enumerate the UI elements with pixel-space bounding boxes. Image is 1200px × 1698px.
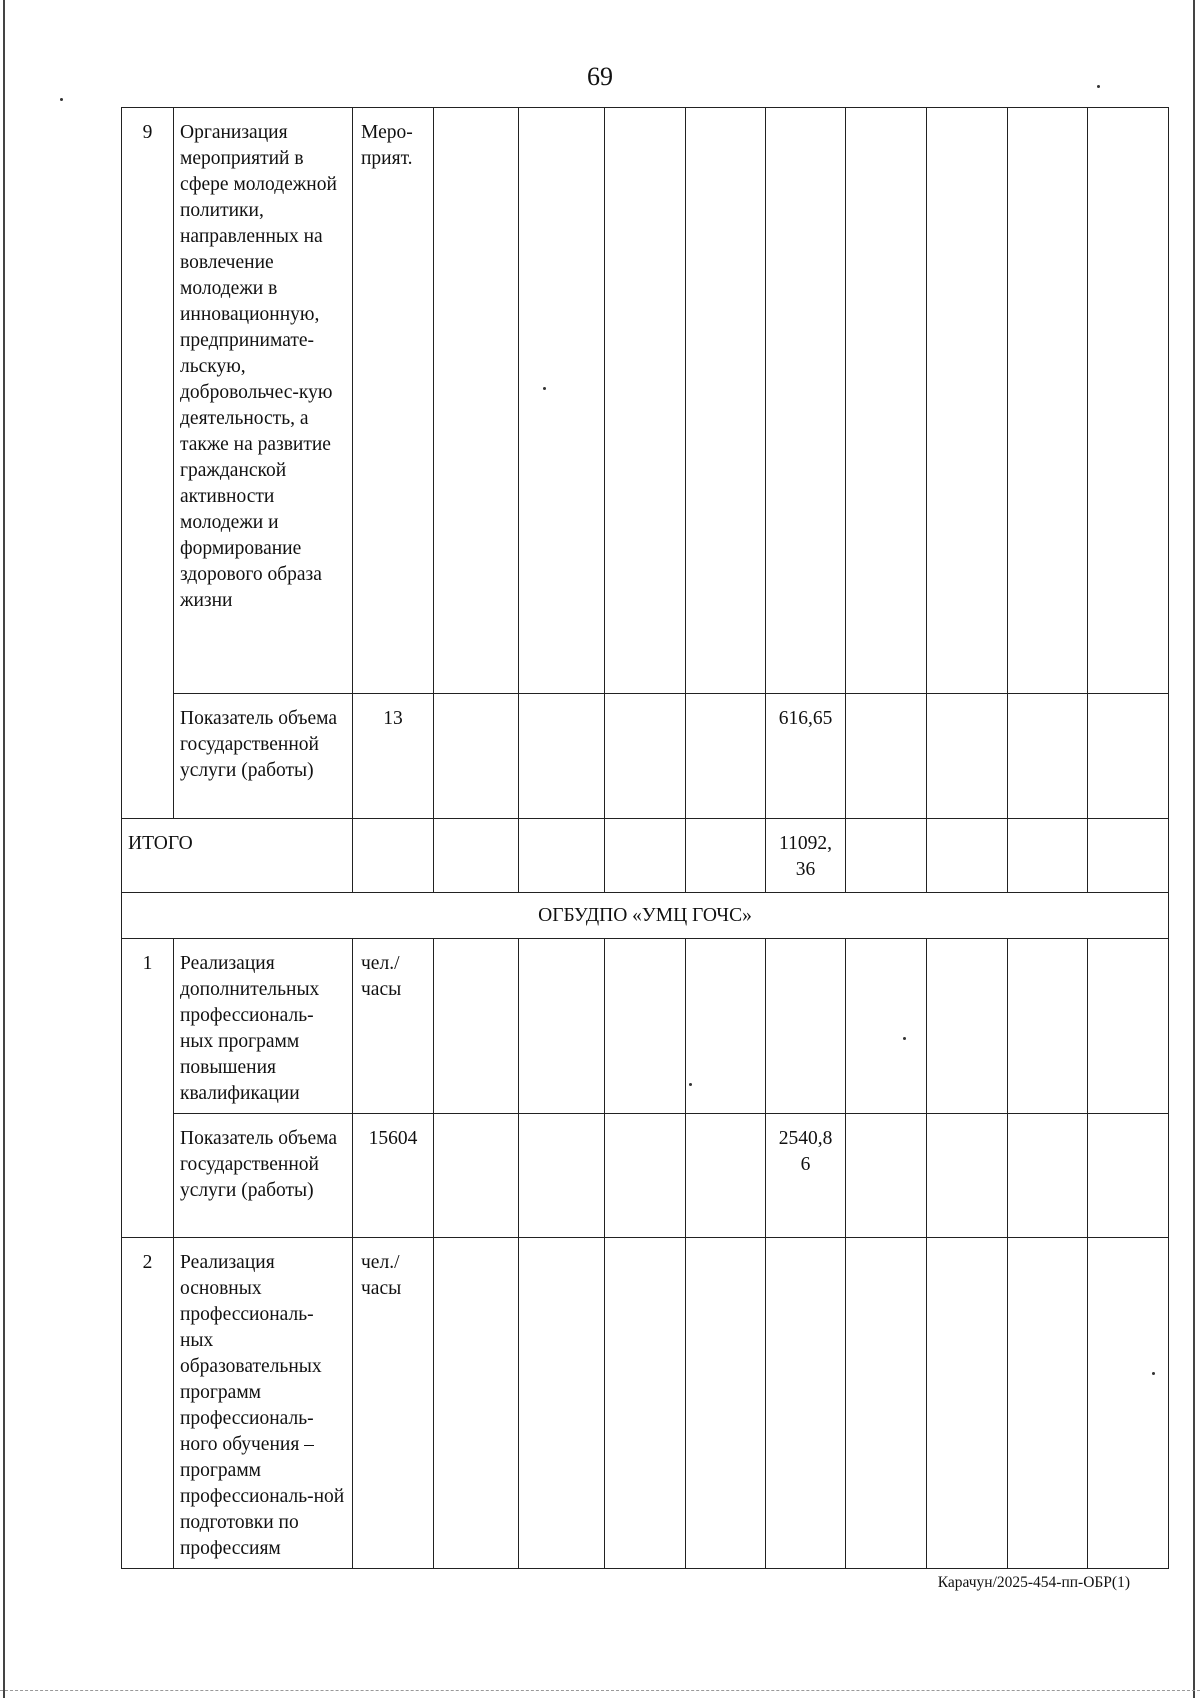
page-number: 69 [587,62,613,91]
empty-cell [1008,1114,1088,1238]
empty-cell [519,819,605,893]
empty-cell [519,1114,605,1238]
empty-cell [434,1238,519,1569]
empty-cell [1008,939,1088,1114]
table-row [122,939,1169,1114]
empty-cell [519,1238,605,1569]
empty-cell [1008,1238,1088,1569]
empty-cell [686,108,766,694]
empty-cell [927,939,1008,1114]
empty-cell [1008,108,1088,694]
empty-cell [1088,108,1169,694]
item-name-cell: Реализация основных профессиональ-ных образовательных программ профессиональ-ного обучения – программ профессиональ-ной подготовки по профессиям [174,1238,353,1569]
table-row [122,108,1169,694]
empty-cell [927,694,1008,819]
table-row [122,694,1169,819]
empty-cell [1088,1238,1169,1569]
empty-cell [605,108,686,694]
empty-cell [1088,819,1169,893]
total-amount-cell: 11092, 36 [766,819,846,893]
item-name-cell: Реализация дополнительных профессиональ-ных программ повышения квалификации [174,939,353,1114]
empty-cell [605,1238,686,1569]
empty-cell [519,694,605,819]
document-registration-code: Карачун/2025-454-пп-ОБР(1) [937,1574,1130,1591]
quantity-cell: 13 [353,694,434,819]
scan-speck [60,98,63,101]
unit-cell: чел./ часы [353,1238,434,1569]
empty-cell [519,108,605,694]
empty-cell [927,108,1008,694]
empty-cell [686,694,766,819]
empty-cell [846,819,927,893]
empty-cell [927,819,1008,893]
quantity-cell: 15604 [353,1114,434,1238]
unit-cell: чел./ часы [353,939,434,1114]
empty-cell [846,939,927,1114]
empty-cell [1008,819,1088,893]
amount-cell: 616,65 [766,694,846,819]
item-number-cell: 1 [122,939,174,1238]
scan-edge-right [1193,0,1195,1698]
scan-speck [1097,85,1100,88]
empty-cell [605,1114,686,1238]
unit-cell: Меро-прият. [353,108,434,694]
empty-cell [353,819,434,893]
budget-table [121,107,1169,1569]
empty-cell [927,1238,1008,1569]
empty-cell [519,939,605,1114]
empty-cell [927,1114,1008,1238]
table-row [122,1238,1169,1569]
empty-cell [846,1238,927,1569]
empty-cell [605,939,686,1114]
indicator-name-cell: Показатель объема государственной услуги (работы) [174,1114,353,1238]
empty-cell [1008,694,1088,819]
empty-cell [846,694,927,819]
total-label-cell: ИТОГО [122,819,353,893]
empty-cell [686,1114,766,1238]
empty-cell [686,1238,766,1569]
org-header-row [122,893,1169,939]
empty-cell [846,108,927,694]
table-row [122,1114,1169,1238]
empty-cell [434,939,519,1114]
amount-cell: 2540,8 6 [766,1114,846,1238]
empty-cell [434,108,519,694]
org-name-cell: ОГБУДПО «УМЦ ГОЧС» [122,893,1169,939]
empty-cell [686,819,766,893]
total-row [122,819,1169,893]
empty-cell [605,819,686,893]
empty-cell [766,108,846,694]
empty-cell [686,939,766,1114]
empty-cell [766,939,846,1114]
empty-cell [434,1114,519,1238]
item-number-cell: 2 [122,1238,174,1569]
empty-cell [846,1114,927,1238]
empty-cell [766,1238,846,1569]
item-number-cell: 9 [122,108,174,819]
empty-cell [434,819,519,893]
empty-cell [434,694,519,819]
scan-edge-left [3,0,5,1698]
scan-edge-bottom [0,1690,1200,1692]
empty-cell [605,694,686,819]
indicator-name-cell: Показатель объема государственной услуги (работы) [174,694,353,819]
empty-cell [1088,1114,1169,1238]
empty-cell [1088,939,1169,1114]
empty-cell [1088,694,1169,819]
item-name-cell: Организация мероприятий в сфере молодежной политики, направленных на вовлечение молодежи в инновационную, предпринимате-льскую, добровольчес-кую деятельность, а также на развитие гражданской активности молодежи и формирование здорового образа жизни [174,108,353,694]
